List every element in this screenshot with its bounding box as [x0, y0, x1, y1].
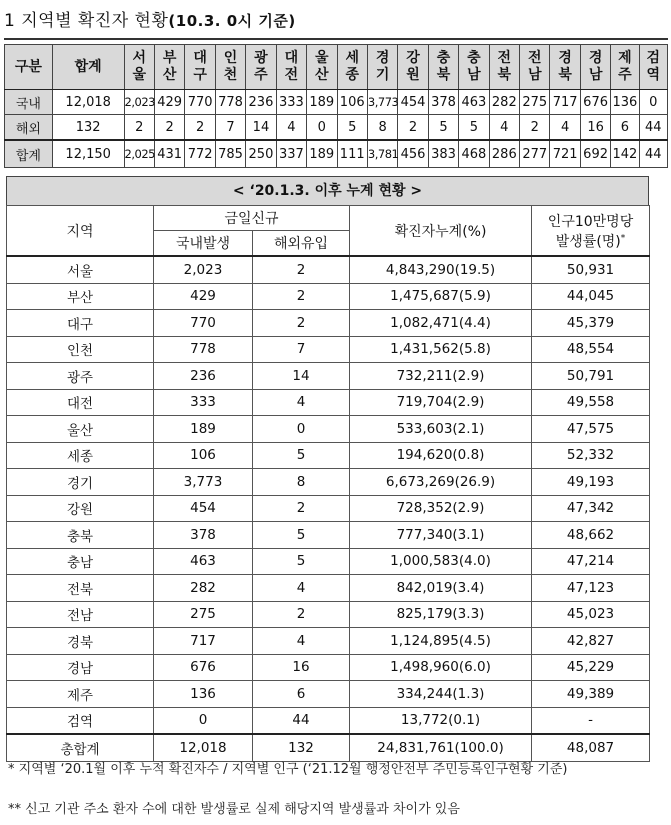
region-name: 울산 — [7, 416, 154, 443]
summary-header-cell: 세 종 — [337, 45, 367, 90]
table-row — [7, 389, 650, 416]
table-cell: 1,000,583(4.0) — [350, 548, 532, 575]
table-cell: 2 — [253, 601, 350, 628]
header-incidence-rate — [532, 206, 650, 257]
summary-cell: 282 — [489, 90, 519, 115]
summary-total-cell: 383 — [428, 140, 458, 168]
summary-total-cell: 337 — [276, 140, 306, 168]
table-row — [7, 469, 650, 496]
table-cell: 1,431,562(5.8) — [350, 336, 532, 363]
table-cell: 378 — [154, 522, 253, 549]
summary-cell: 5 — [428, 115, 458, 141]
summary-cell: 2 — [124, 115, 154, 141]
summary-total-cell: 431 — [154, 140, 184, 168]
summary-cell: 4 — [550, 115, 580, 141]
summary-cell: 4 — [276, 115, 306, 141]
table-cell: 676 — [154, 654, 253, 681]
summary-total-cell: 250 — [246, 140, 276, 168]
region-name: 광주 — [7, 363, 154, 390]
table-cell: 45,229 — [532, 654, 650, 681]
table-cell: 1,124,895(4.5) — [350, 628, 532, 655]
summary-header-cell: 대 구 — [185, 45, 215, 90]
table-row — [7, 548, 650, 575]
summary-cell: 2 — [185, 115, 215, 141]
table-cell: 4 — [253, 575, 350, 602]
table-cell: 1,498,960(6.0) — [350, 654, 532, 681]
region-name: 강원 — [7, 495, 154, 522]
total-label: 총합계 — [7, 734, 154, 761]
table-row — [7, 336, 650, 363]
table-cell: 1,475,687(5.9) — [350, 283, 532, 310]
table-cell: 49,389 — [532, 681, 650, 708]
summary-total-cell: 142 — [611, 140, 639, 168]
table-cell: 334,244(1.3) — [350, 681, 532, 708]
table-row — [7, 575, 650, 602]
summary-header-cell: 경 기 — [367, 45, 397, 90]
region-name: 부산 — [7, 283, 154, 310]
table-row — [7, 442, 650, 469]
table-cell: 429 — [154, 283, 253, 310]
header-today-new: 금일신규 — [154, 206, 350, 231]
table-cell: 49,193 — [532, 469, 650, 496]
table-cell: 6,673,269(26.9) — [350, 469, 532, 496]
summary-row-domestic — [5, 90, 668, 115]
table-cell: 842,019(3.4) — [350, 575, 532, 602]
table-cell: 719,704(2.9) — [350, 389, 532, 416]
region-name: 검역 — [7, 707, 154, 734]
table-cell: 50,931 — [532, 256, 650, 283]
summary-cell: 0 — [307, 115, 337, 141]
header-rate-mark: * — [620, 232, 626, 243]
table-total-row — [7, 734, 650, 761]
summary-total-cell: 721 — [550, 140, 580, 168]
region-name: 경북 — [7, 628, 154, 655]
summary-row-overseas — [5, 115, 668, 141]
table-cell: 3,773 — [154, 469, 253, 496]
cumulative-body — [7, 256, 650, 761]
summary-header-cell: 경 남 — [580, 45, 610, 90]
region-name: 제주 — [7, 681, 154, 708]
table-cell: 52,332 — [532, 442, 650, 469]
summary-total-cell: 456 — [398, 140, 428, 168]
summary-total-label: 합계 — [5, 140, 53, 168]
summary-row-label: 해외 — [5, 115, 53, 141]
summary-cell: 3,773 — [367, 90, 397, 115]
summary-total-cell: 189 — [307, 140, 337, 168]
table-cell: 7 — [253, 336, 350, 363]
table-cell: 47,575 — [532, 416, 650, 443]
table-row — [7, 522, 650, 549]
page-title-date: (10.3. 0시 기준) — [168, 12, 296, 30]
summary-cell: 106 — [337, 90, 367, 115]
table-cell: 5 — [253, 442, 350, 469]
summary-cell: 0 — [639, 90, 667, 115]
table-cell: 5 — [253, 548, 350, 575]
table-cell: 717 — [154, 628, 253, 655]
table-cell: 333 — [154, 389, 253, 416]
table-cell: 47,214 — [532, 548, 650, 575]
table-cell: 8 — [253, 469, 350, 496]
table-row — [7, 256, 650, 283]
region-name: 대전 — [7, 389, 154, 416]
region-name: 대구 — [7, 310, 154, 337]
summary-header-cell: 대 전 — [276, 45, 306, 90]
table-cell: 1,082,471(4.4) — [350, 310, 532, 337]
summary-cell: 5 — [337, 115, 367, 141]
table-cell: 454 — [154, 495, 253, 522]
summary-cell: 236 — [246, 90, 276, 115]
table-row — [7, 681, 650, 708]
summary-total-cell: 3,781 — [367, 140, 397, 168]
region-name: 인천 — [7, 336, 154, 363]
summary-cell: 14 — [246, 115, 276, 141]
table-cell: 236 — [154, 363, 253, 390]
table-cell: 6 — [253, 681, 350, 708]
table-cell: 16 — [253, 654, 350, 681]
table-cell: 770 — [154, 310, 253, 337]
summary-total-cell: 277 — [520, 140, 550, 168]
summary-cell: 6 — [611, 115, 639, 141]
table-cell: 48,554 — [532, 336, 650, 363]
table-cell: 194,620(0.8) — [350, 442, 532, 469]
table-cell: 45,379 — [532, 310, 650, 337]
table-cell: 732,211(2.9) — [350, 363, 532, 390]
table-cell: 4 — [253, 628, 350, 655]
summary-cell: 12,018 — [52, 90, 124, 115]
table-cell: 0 — [154, 707, 253, 734]
summary-header-cell: 충 남 — [459, 45, 489, 90]
summary-cell: 717 — [550, 90, 580, 115]
table-cell: 282 — [154, 575, 253, 602]
region-name: 충남 — [7, 548, 154, 575]
summary-header-cell: 광 주 — [246, 45, 276, 90]
summary-cell: 463 — [459, 90, 489, 115]
table-cell: 189 — [154, 416, 253, 443]
cumulative-caption: < ‘20.1.3. 이후 누계 현황 > — [6, 176, 649, 205]
summary-cell: 429 — [154, 90, 184, 115]
summary-cell: 44 — [639, 115, 667, 141]
header-rate-line1: 인구10만명당 — [547, 213, 634, 230]
summary-total-cell: 286 — [489, 140, 519, 168]
summary-cell: 4 — [489, 115, 519, 141]
table-cell: 48,662 — [532, 522, 650, 549]
region-name: 세종 — [7, 442, 154, 469]
table-cell: 45,023 — [532, 601, 650, 628]
title-divider — [4, 38, 668, 40]
cumulative-table — [6, 205, 650, 762]
table-cell: 47,123 — [532, 575, 650, 602]
table-cell: 4 — [253, 389, 350, 416]
region-name: 서울 — [7, 256, 154, 283]
page-title — [4, 6, 296, 36]
table-cell: 4,843,290(19.5) — [350, 256, 532, 283]
table-cell: 5 — [253, 522, 350, 549]
summary-cell: 7 — [215, 115, 245, 141]
summary-total-cell: 12,150 — [52, 140, 124, 168]
summary-header-cell: 전 북 — [489, 45, 519, 90]
summary-header-cell: 구분 — [5, 45, 53, 90]
table-cell: 106 — [154, 442, 253, 469]
total-cell: 24,831,761(100.0) — [350, 734, 532, 761]
total-cell: 48,087 — [532, 734, 650, 761]
table-cell: 825,179(3.3) — [350, 601, 532, 628]
summary-cell: 378 — [428, 90, 458, 115]
header-region: 지역 — [7, 206, 154, 257]
table-cell: 14 — [253, 363, 350, 390]
summary-total-cell: 2,025 — [124, 140, 154, 168]
summary-cell: 136 — [611, 90, 639, 115]
summary-header-cell: 서 울 — [124, 45, 154, 90]
table-cell: 2 — [253, 495, 350, 522]
summary-total-cell: 111 — [337, 140, 367, 168]
table-row — [7, 283, 650, 310]
table-row — [7, 310, 650, 337]
total-cell: 12,018 — [154, 734, 253, 761]
table-cell: 44 — [253, 707, 350, 734]
header-overseas: 해외유입 — [253, 231, 350, 257]
page-title-text: 1 지역별 확진자 현황 — [4, 11, 169, 31]
table-cell: - — [532, 707, 650, 734]
summary-total-cell: 44 — [639, 140, 667, 168]
header-domestic: 국내발생 — [154, 231, 253, 257]
table-cell: 2,023 — [154, 256, 253, 283]
table-cell: 2 — [253, 256, 350, 283]
summary-header-cell: 제 주 — [611, 45, 639, 90]
region-name: 경기 — [7, 469, 154, 496]
table-cell: 0 — [253, 416, 350, 443]
table-row — [7, 495, 650, 522]
summary-header-row — [5, 45, 668, 90]
region-name: 경남 — [7, 654, 154, 681]
total-cell: 132 — [253, 734, 350, 761]
summary-header-cell: 합계 — [52, 45, 124, 90]
summary-cell: 2,023 — [124, 90, 154, 115]
table-row — [7, 628, 650, 655]
table-cell: 47,342 — [532, 495, 650, 522]
region-name: 전북 — [7, 575, 154, 602]
summary-cell: 454 — [398, 90, 428, 115]
summary-header-cell: 인 천 — [215, 45, 245, 90]
summary-header-cell: 강 원 — [398, 45, 428, 90]
table-cell: 533,603(2.1) — [350, 416, 532, 443]
summary-row-total — [5, 140, 668, 168]
summary-cell: 8 — [367, 115, 397, 141]
summary-cell: 16 — [580, 115, 610, 141]
summary-cell: 2 — [520, 115, 550, 141]
table-cell: 2 — [253, 283, 350, 310]
summary-total-cell: 785 — [215, 140, 245, 168]
summary-cell: 132 — [52, 115, 124, 141]
summary-cell: 5 — [459, 115, 489, 141]
summary-cell: 275 — [520, 90, 550, 115]
table-row — [7, 601, 650, 628]
summary-header-cell: 경 북 — [550, 45, 580, 90]
summary-table — [4, 44, 668, 168]
summary-row-label: 국내 — [5, 90, 53, 115]
summary-header-cell: 검 역 — [639, 45, 667, 90]
table-cell: 136 — [154, 681, 253, 708]
table-cell: 728,352(2.9) — [350, 495, 532, 522]
summary-total-cell: 468 — [459, 140, 489, 168]
table-row — [7, 654, 650, 681]
table-cell: 275 — [154, 601, 253, 628]
header-rate-line2: 발생률(명) — [555, 233, 621, 250]
summary-cell: 189 — [307, 90, 337, 115]
header-total-cases: 확진자누계(%) — [350, 206, 532, 257]
region-name: 충북 — [7, 522, 154, 549]
table-row — [7, 363, 650, 390]
table-row — [7, 707, 650, 734]
summary-cell: 2 — [398, 115, 428, 141]
table-cell: 778 — [154, 336, 253, 363]
summary-cell: 778 — [215, 90, 245, 115]
summary-total-cell: 772 — [185, 140, 215, 168]
table-cell: 777,340(3.1) — [350, 522, 532, 549]
table-cell: 42,827 — [532, 628, 650, 655]
table-cell: 2 — [253, 310, 350, 337]
summary-header-cell: 충 북 — [428, 45, 458, 90]
summary-cell: 676 — [580, 90, 610, 115]
summary-header-cell: 울 산 — [307, 45, 337, 90]
summary-cell: 770 — [185, 90, 215, 115]
summary-header-cell: 전 남 — [520, 45, 550, 90]
table-cell: 50,791 — [532, 363, 650, 390]
table-row — [7, 416, 650, 443]
footnote-population-basis: * 지역별 ‘20.1월 이후 누적 확진자수 / 지역별 인구 (‘21.12월 행정안전부 주민등록인구현황 기준) — [8, 762, 568, 777]
summary-cell: 2 — [154, 115, 184, 141]
summary-header-cell: 부 산 — [154, 45, 184, 90]
table-cell: 49,558 — [532, 389, 650, 416]
summary-cell: 333 — [276, 90, 306, 115]
summary-total-cell: 692 — [580, 140, 610, 168]
region-name: 전남 — [7, 601, 154, 628]
footnote-rate-difference: ** 신고 기관 주소 환자 수에 대한 발생률로 실제 해당지역 발생률과 차이가 있음 — [8, 802, 460, 817]
table-cell: 44,045 — [532, 283, 650, 310]
table-cell: 13,772(0.1) — [350, 707, 532, 734]
table-cell: 463 — [154, 548, 253, 575]
